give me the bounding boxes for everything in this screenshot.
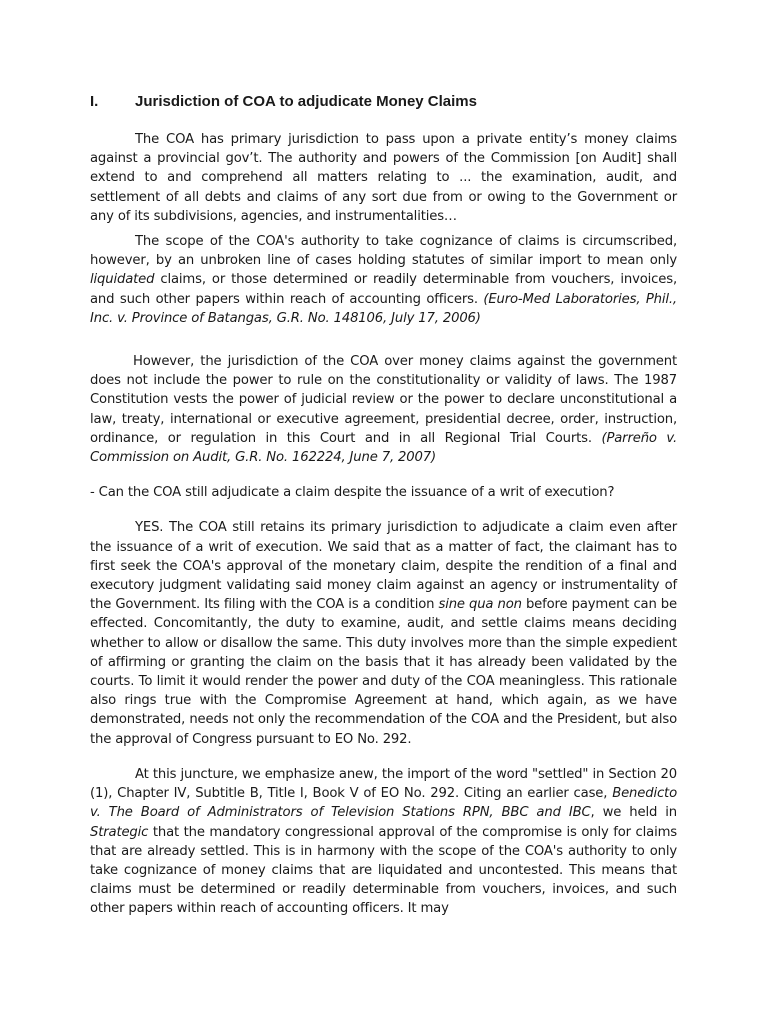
section-heading [90,92,677,112]
paragraph-settled [90,765,677,919]
paragraph-text: YES. The COA still retains its primary jurisdiction to adjudicate a claim even after the issuance of a writ of execution. We said that as a matter of fact, the claimant has to first seek the COA's approval of the monetary claim, despite the rendition of a final and executory judgment validating said money claim against an agency or instrumentality of the Government. Its filing with the COA is a condition [90,520,677,613]
question-line [90,483,677,502]
paragraph-text: , we held in [590,805,677,821]
paragraph-answer [90,518,677,748]
paragraph-scope [90,232,677,328]
paragraph-primary-jurisdiction [90,130,677,226]
paragraph-constitutionality [90,352,677,467]
italic-term: liquidated [90,272,155,288]
paragraph-text: before payment can be effected. Concomitantly, the duty to examine, audit, and settle claims means deciding whether to allow or disallow the same. This duty involves more than the simple expedient of affirming or granting the claim on the basis that it has already been validated by the courts. To limit it would render the power and duty of the COA meaningless. This rationale also rings true with the Compromise Agreement at hand, which again, as we have demonstrated, needs not only the recommendation of the COA and the President, but also the approval of Congress pursuant to EO No. 292. [90,597,677,747]
case-citation: (Euro-Med Laboratories, Phil., Inc. v. Province of Batangas, G.R. No. 148106, July 17, 2006) [90,291,677,326]
document-page [90,92,677,919]
section-title: Jurisdiction of COA to adjudicate Money Claims [135,93,477,110]
case-name: Benedicto v. The Board of Administrators of Television Stations RPN, BBC and IBC [90,786,677,821]
paragraph-text: claims, or those determined or readily determinable from vouchers, invoices, and such other papers within reach of accounting officers. [90,272,677,307]
section-number: I. [90,93,99,110]
paragraph-text: At this juncture, we emphasize anew, the import of the word "settled" in Section 20 (1), Chapter IV, Subtitle B, Title I, Book V of EO No. 292. Citing an earlier case, [90,766,677,802]
paragraph-text: The scope of the COA's authority to take cognizance of claims is circumscribed, however, by an unbroken line of cases holding statutes of similar import to mean only [90,234,677,269]
paragraph-text: However, the jurisdiction of the COA over money claims against the government does not include the power to rule on the constitutionality or validity of laws. The 1987 Constitution vests the power of judicial review or the power to declare unconstitutional a law, treaty, international or executive agreement, presidential decree, order, instruction, ordinance, or regulation in this Court and in all Regional Trial Courts. [90,354,677,446]
paragraph-text: The COA has primary jurisdiction to pass upon a private entity’s money claims against a provincial gov’t. The authority and powers of the Commission [on Audit] shall extend to and comprehend all matters relating to ... the examination, audit, and settlement of all debts and claims of any sort due from or owing to the Government or any of its subdivisions, agencies, and instrumentalities… [90,132,677,224]
question-text: - Can the COA still adjudicate a claim despite the issuance of a writ of execution? [90,485,615,501]
italic-term: sine qua non [438,597,522,613]
case-name: Strategic [90,824,149,840]
paragraph-text: that the mandatory congressional approval of the compromise is only for claims that are already settled. This is in harmony with the scope of the COA's authority to only take cognizance of money claims that are liquidated and uncontested. This means that claims must be determined or readily determinable from vouchers, invoices, and such other papers within reach of accounting officers. It may [90,824,677,917]
case-citation: (Parreño v. Commission on Audit, G.R. No. 162224, June 7, 2007) [90,430,678,466]
